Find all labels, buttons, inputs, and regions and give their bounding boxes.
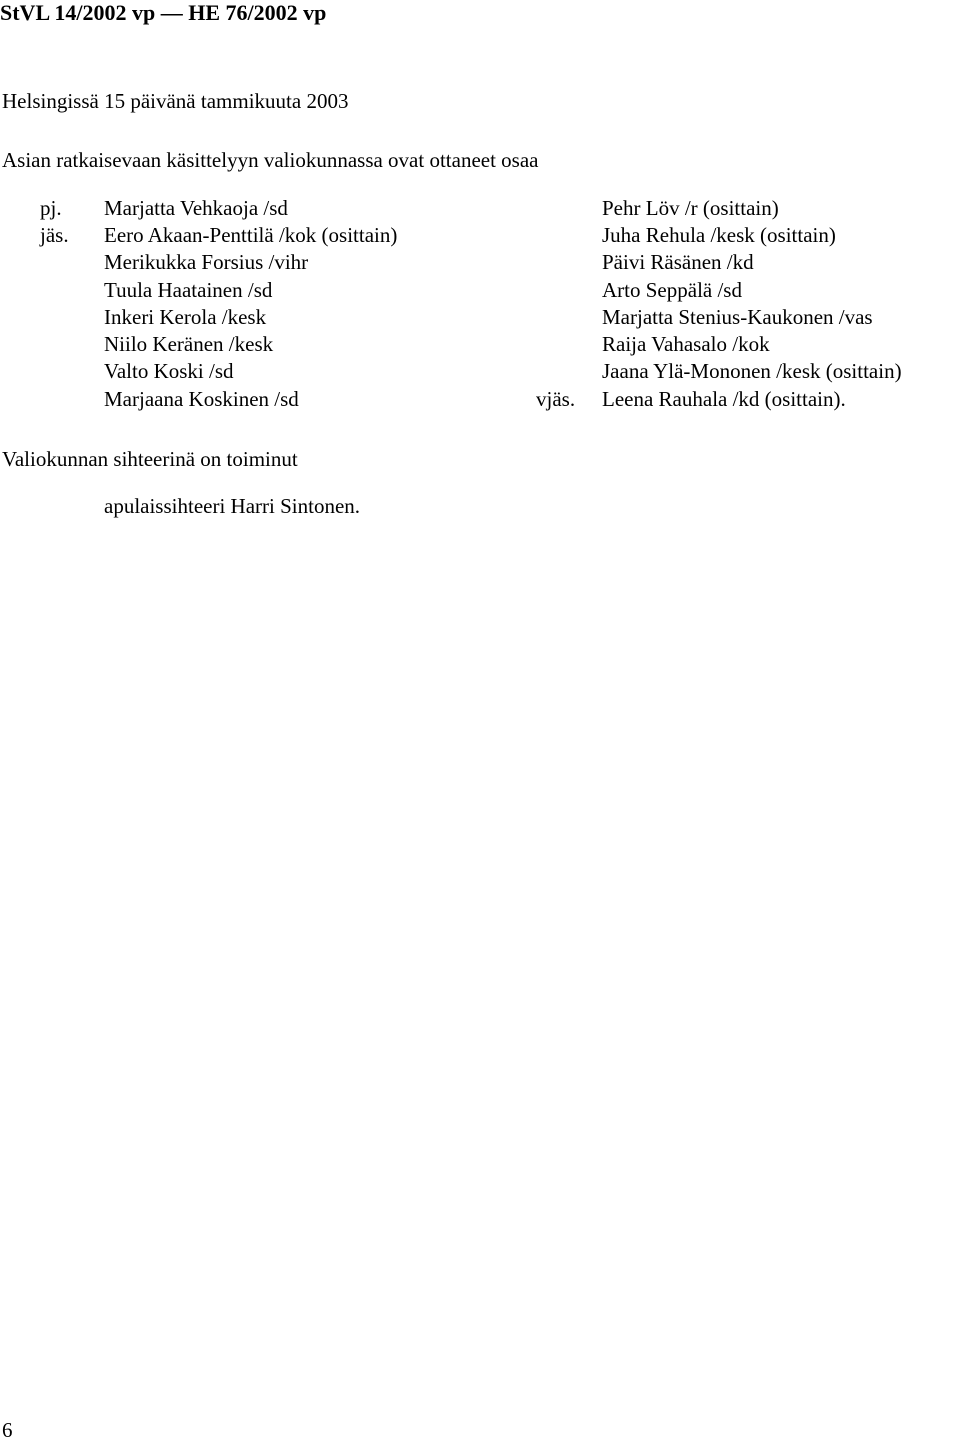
member-row bbox=[0, 358, 960, 385]
secretary-intro: Valiokunnan sihteerinä on toiminut bbox=[2, 447, 298, 471]
member-right: Päivi Räsänen /kd bbox=[602, 250, 754, 274]
member-right: Arto Seppälä /sd bbox=[602, 278, 742, 302]
member-row bbox=[0, 277, 960, 304]
member-right-role: vjäs. bbox=[536, 387, 576, 411]
member-row bbox=[0, 195, 960, 222]
member-right: Raija Vahasalo /kok bbox=[602, 332, 770, 356]
secretary-name: apulaissihteeri Harri Sintonen. bbox=[104, 494, 361, 518]
member-right: Marjatta Stenius-Kaukonen /vas bbox=[602, 305, 873, 329]
member-left: Eero Akaan-Penttilä /kok (osittain) bbox=[104, 223, 398, 247]
member-role: pj. bbox=[40, 196, 62, 220]
member-row bbox=[0, 304, 960, 331]
member-row bbox=[0, 331, 960, 358]
member-right: Leena Rauhala /kd (osittain). bbox=[602, 387, 846, 411]
date-line: Helsingissä 15 päivänä tammikuuta 2003 bbox=[2, 89, 349, 113]
member-right: Jaana Ylä-Mononen /kesk (osittain) bbox=[602, 359, 902, 383]
member-row bbox=[0, 386, 960, 413]
member-row bbox=[0, 222, 960, 249]
member-right: Pehr Löv /r (osittain) bbox=[602, 196, 779, 220]
member-left: Niilo Keränen /kesk bbox=[104, 332, 274, 356]
intro-line: Asian ratkaisevaan käsittelyyn valiokunnassa ovat ottaneet osaa bbox=[2, 148, 539, 172]
member-left: Merikukka Forsius /vihr bbox=[104, 250, 309, 274]
member-left: Inkeri Kerola /kesk bbox=[104, 305, 267, 329]
member-left: Marjaana Koskinen /sd bbox=[104, 387, 299, 411]
member-row bbox=[0, 249, 960, 276]
document-header: StVL 14/2002 vp — HE 76/2002 vp bbox=[0, 0, 327, 25]
member-left: Tuula Haatainen /sd bbox=[104, 278, 273, 302]
page-number: 6 bbox=[2, 1418, 13, 1442]
member-left: Valto Koski /sd bbox=[104, 359, 234, 383]
member-right: Juha Rehula /kesk (osittain) bbox=[602, 223, 836, 247]
member-left: Marjatta Vehkaoja /sd bbox=[104, 196, 288, 220]
member-role: jäs. bbox=[40, 223, 69, 247]
